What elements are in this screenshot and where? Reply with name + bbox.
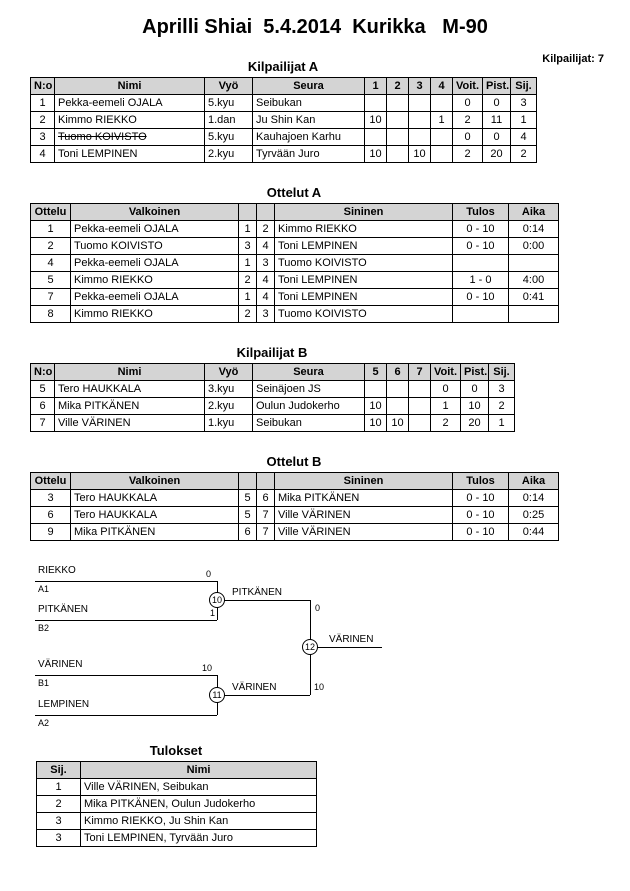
cell-score [409,398,431,415]
col-header-opp4: 4 [431,78,453,95]
cell-match-no: 8 [31,306,71,323]
cell-grade: 1.kyu [205,415,253,432]
col-header-club: Seura [253,364,365,381]
table-row [37,813,317,830]
table-row [31,306,559,323]
cell-result: 1 - 0 [453,272,509,289]
cell-no: 4 [31,146,55,163]
cell-white-no: 5 [239,507,257,524]
cell-name-withdrawn: Tuomo KOIVISTO [55,129,205,146]
bracket-match-number: 12 [302,639,318,655]
pool-b-table [30,363,515,432]
col-header-no: N:o [31,364,55,381]
bracket-seed-label: A1 [38,584,50,594]
cell-score: 10 [365,112,387,129]
cell-grade: 1.dan [205,112,253,129]
table-row [31,524,559,541]
cell-club: Seinäjoen JS [253,381,365,398]
bracket-line [35,675,217,676]
table-row [31,490,559,507]
cell-no: 2 [31,112,55,129]
cell-blue-no: 4 [257,289,275,306]
cell-match-no: 9 [31,524,71,541]
cell-result: 0 - 10 [453,524,509,541]
cell-place: 3 [511,95,537,112]
bracket-competitor-name: VÄRINEN [38,659,83,670]
cell-name: Kimmo RIEKKO [55,112,205,129]
bracket-competitor-name: LEMPINEN [38,699,90,710]
bracket-line [310,647,382,648]
cell-score [387,398,409,415]
cell-time: 0:14 [509,221,559,238]
cell-result: 0 - 10 [453,490,509,507]
table-row [31,146,537,163]
cell-wins: 0 [453,129,483,146]
cell-blue-no: 7 [257,524,275,541]
col-header-place: Sij. [37,762,81,779]
col-header-time: Aika [509,204,559,221]
table-row [31,238,559,255]
header-row [31,78,537,95]
cell-grade: 2.kyu [205,146,253,163]
cell-white-no: 5 [239,490,257,507]
cell-match-no: 2 [31,238,71,255]
cell-points: 20 [483,146,511,163]
bracket-competitor-name: PITKÄNEN [38,604,89,615]
cell-blue-name: Toni LEMPINEN [275,238,453,255]
cell-time: 0:25 [509,507,559,524]
cell-score: 1 [431,112,453,129]
cell-points: 10 [461,398,489,415]
cell-name: Pekka-eemeli OJALA [55,95,205,112]
cell-blue-name: Toni LEMPINEN [275,272,453,289]
cell-blue-name: Mika PITKÄNEN [275,490,453,507]
bracket-score: 1 [210,608,216,618]
header-row [31,204,559,221]
cell-time [509,255,559,272]
bracket-score: 0 [206,569,212,579]
cell-no: 5 [31,381,55,398]
cell-place: 4 [511,129,537,146]
cell-name: Ville VÄRINEN [55,415,205,432]
cell-score [431,95,453,112]
cell-score [409,112,431,129]
bracket-line [217,695,310,696]
cell-wins: 2 [431,415,461,432]
col-header-white-no [239,473,257,490]
cell-score [431,146,453,163]
cell-match-no: 3 [31,490,71,507]
col-header-wins: Voit. [431,364,461,381]
cell-result [453,255,509,272]
cell-match-no: 6 [31,507,71,524]
col-header-name: Nimi [55,78,205,95]
bracket-match-number: 11 [209,687,225,703]
col-header-points: Pist. [483,78,511,95]
col-header-club: Seura [253,78,365,95]
table-row [37,779,317,796]
table-row [31,289,559,306]
cell-place: 1 [489,415,515,432]
table-row [37,796,317,813]
bracket-score: 10 [202,663,213,673]
pool-a-table [30,77,537,163]
cell-white-no: 3 [239,238,257,255]
cell-no: 1 [31,95,55,112]
bracket-line [217,600,310,601]
cell-score: 10 [365,398,387,415]
cell-score: 10 [387,415,409,432]
cell-score: 10 [365,415,387,432]
cell-score [387,381,409,398]
cell-no: 7 [31,415,55,432]
cell-white-name: Mika PITKÄNEN [71,524,239,541]
col-header-blue-no [257,204,275,221]
cell-score [409,415,431,432]
table-row [31,415,515,432]
bracket-seed-label: A2 [38,718,50,728]
cell-points: 20 [461,415,489,432]
cell-time: 0:14 [509,490,559,507]
cell-result: 0 - 10 [453,507,509,524]
cell-score [365,129,387,146]
cell-white-no: 1 [239,221,257,238]
cell-grade: 3.kyu [205,381,253,398]
col-header-opp7: 7 [409,364,431,381]
bracket-line [35,581,217,582]
cell-grade: 5.kyu [205,129,253,146]
cell-points: 0 [461,381,489,398]
cell-place: 3 [37,830,81,847]
cell-blue-no: 4 [257,238,275,255]
cell-white-no: 1 [239,255,257,272]
cell-no: 6 [31,398,55,415]
cell-blue-no: 6 [257,490,275,507]
bracket-match-number: 10 [209,592,225,608]
col-header-white: Valkoinen [71,204,239,221]
cell-match-no: 1 [31,221,71,238]
cell-score: 10 [365,146,387,163]
col-header-result: Tulos [453,473,509,490]
col-header-blue: Sininen [275,473,453,490]
cell-blue-name: Tuomo KOIVISTO [275,306,453,323]
cell-match-no: 5 [31,272,71,289]
cell-blue-no: 2 [257,221,275,238]
cell-time: 0:00 [509,238,559,255]
col-header-opp1: 1 [365,78,387,95]
results-table [36,761,317,847]
cell-no: 3 [31,129,55,146]
cell-wins: 0 [453,95,483,112]
cell-score [387,129,409,146]
col-header-time: Aika [509,473,559,490]
cell-place: 3 [37,813,81,830]
table-row [37,830,317,847]
col-header-blue-no [257,473,275,490]
cell-place: 1 [37,779,81,796]
cell-club: Tyrvään Juro [253,146,365,163]
bracket-score: 0 [315,603,321,613]
header-row [31,473,559,490]
cell-name: Kimmo RIEKKO, Ju Shin Kan [81,813,317,830]
table-row [31,129,537,146]
header-row [37,762,317,779]
table-row [31,95,537,112]
cell-wins: 2 [453,146,483,163]
cell-wins: 1 [431,398,461,415]
cell-result [453,306,509,323]
cell-name: Toni LEMPINEN [55,146,205,163]
pool-b-title: Kilpailijat B [236,345,308,360]
cell-time: 0:41 [509,289,559,306]
cell-score [409,129,431,146]
cell-blue-no: 3 [257,306,275,323]
cell-name: Toni LEMPINEN, Tyrvään Juro [81,830,317,847]
cell-result: 0 - 10 [453,238,509,255]
col-header-opp5: 5 [365,364,387,381]
bracket-seed-label: B1 [38,678,50,688]
col-header-match: Ottelu [31,473,71,490]
page-title: Aprilli Shiai 5.4.2014 Kurikka M-90 [142,16,488,38]
cell-time: 4:00 [509,272,559,289]
cell-place: 3 [489,381,515,398]
cell-club: Seibukan [253,95,365,112]
cell-blue-name: Kimmo RIEKKO [275,221,453,238]
cell-score [365,381,387,398]
cell-score [387,112,409,129]
cell-score: 10 [409,146,431,163]
pool-a-title: Kilpailijat A [247,59,319,74]
col-header-points: Pist. [461,364,489,381]
cell-white-name: Tero HAUKKALA [71,507,239,524]
matches-a-title: Ottelut A [266,185,322,200]
table-row [31,255,559,272]
col-header-name: Nimi [55,364,205,381]
cell-time: 0:44 [509,524,559,541]
cell-time [509,306,559,323]
cell-blue-no: 3 [257,255,275,272]
cell-result: 0 - 10 [453,221,509,238]
cell-wins: 0 [431,381,461,398]
cell-white-name: Kimmo RIEKKO [71,306,239,323]
cell-white-name: Pekka-eemeli OJALA [71,221,239,238]
cell-score [387,146,409,163]
cell-score [365,95,387,112]
cell-white-no: 1 [239,289,257,306]
cell-match-no: 4 [31,255,71,272]
col-header-place: Sij. [511,78,537,95]
header-row [31,364,515,381]
bracket-line [35,715,217,716]
cell-score [409,95,431,112]
cell-club: Ju Shin Kan [253,112,365,129]
col-header-opp6: 6 [387,364,409,381]
cell-blue-name: Ville VÄRINEN [275,524,453,541]
cell-club: Oulun Judokerho [253,398,365,415]
col-header-opp2: 2 [387,78,409,95]
bracket-winner-name: VÄRINEN [232,682,277,693]
bracket-seed-label: B2 [38,623,50,633]
cell-white-no: 2 [239,272,257,289]
cell-white-name: Tuomo KOIVISTO [71,238,239,255]
table-row [31,221,559,238]
cell-club: Seibukan [253,415,365,432]
cell-white-name: Kimmo RIEKKO [71,272,239,289]
table-row [31,507,559,524]
col-header-opp3: 3 [409,78,431,95]
cell-points: 0 [483,129,511,146]
cell-grade: 5.kyu [205,95,253,112]
col-header-result: Tulos [453,204,509,221]
cell-place: 2 [511,146,537,163]
cell-place: 1 [511,112,537,129]
table-row [31,272,559,289]
competitors-count-label: Kilpailijat: 7 [542,53,604,65]
table-row [31,112,537,129]
cell-white-no: 2 [239,306,257,323]
cell-white-no: 6 [239,524,257,541]
col-header-grade: Vyö [205,78,253,95]
cell-result: 0 - 10 [453,289,509,306]
bracket-winner-name: PITKÄNEN [232,587,283,598]
bracket-winner-name: VÄRINEN [329,634,374,645]
table-row [31,398,515,415]
cell-wins: 2 [453,112,483,129]
cell-blue-name: Toni LEMPINEN [275,289,453,306]
cell-name: Mika PITKÄNEN, Oulun Judokerho [81,796,317,813]
col-header-name: Nimi [81,762,317,779]
col-header-no: N:o [31,78,55,95]
matches-b-title: Ottelut B [266,454,322,469]
bracket-line [35,620,217,621]
col-header-grade: Vyö [205,364,253,381]
results-title: Tulokset [149,743,203,758]
cell-white-name: Pekka-eemeli OJALA [71,255,239,272]
matches-a-table [30,203,559,323]
cell-club: Kauhajoen Karhu [253,129,365,146]
table-row [31,381,515,398]
col-header-wins: Voit. [453,78,483,95]
col-header-white-no [239,204,257,221]
cell-name: Ville VÄRINEN, Seibukan [81,779,317,796]
elimination-bracket [30,555,600,735]
col-header-match: Ottelu [31,204,71,221]
cell-blue-no: 4 [257,272,275,289]
bracket-score: 10 [314,682,325,692]
cell-place: 2 [37,796,81,813]
cell-place: 2 [489,398,515,415]
matches-b-table [30,472,559,541]
cell-points: 0 [483,95,511,112]
cell-score [431,129,453,146]
cell-score [387,95,409,112]
col-header-white: Valkoinen [71,473,239,490]
cell-score [409,381,431,398]
cell-grade: 2.kyu [205,398,253,415]
cell-white-name: Tero HAUKKALA [71,490,239,507]
cell-blue-name: Ville VÄRINEN [275,507,453,524]
cell-name: Mika PITKÄNEN [55,398,205,415]
cell-points: 11 [483,112,511,129]
cell-blue-no: 7 [257,507,275,524]
cell-blue-name: Tuomo KOIVISTO [275,255,453,272]
col-header-blue: Sininen [275,204,453,221]
cell-match-no: 7 [31,289,71,306]
cell-white-name: Pekka-eemeli OJALA [71,289,239,306]
cell-name: Tero HAUKKALA [55,381,205,398]
bracket-competitor-name: RIEKKO [38,565,76,576]
col-header-place: Sij. [489,364,515,381]
